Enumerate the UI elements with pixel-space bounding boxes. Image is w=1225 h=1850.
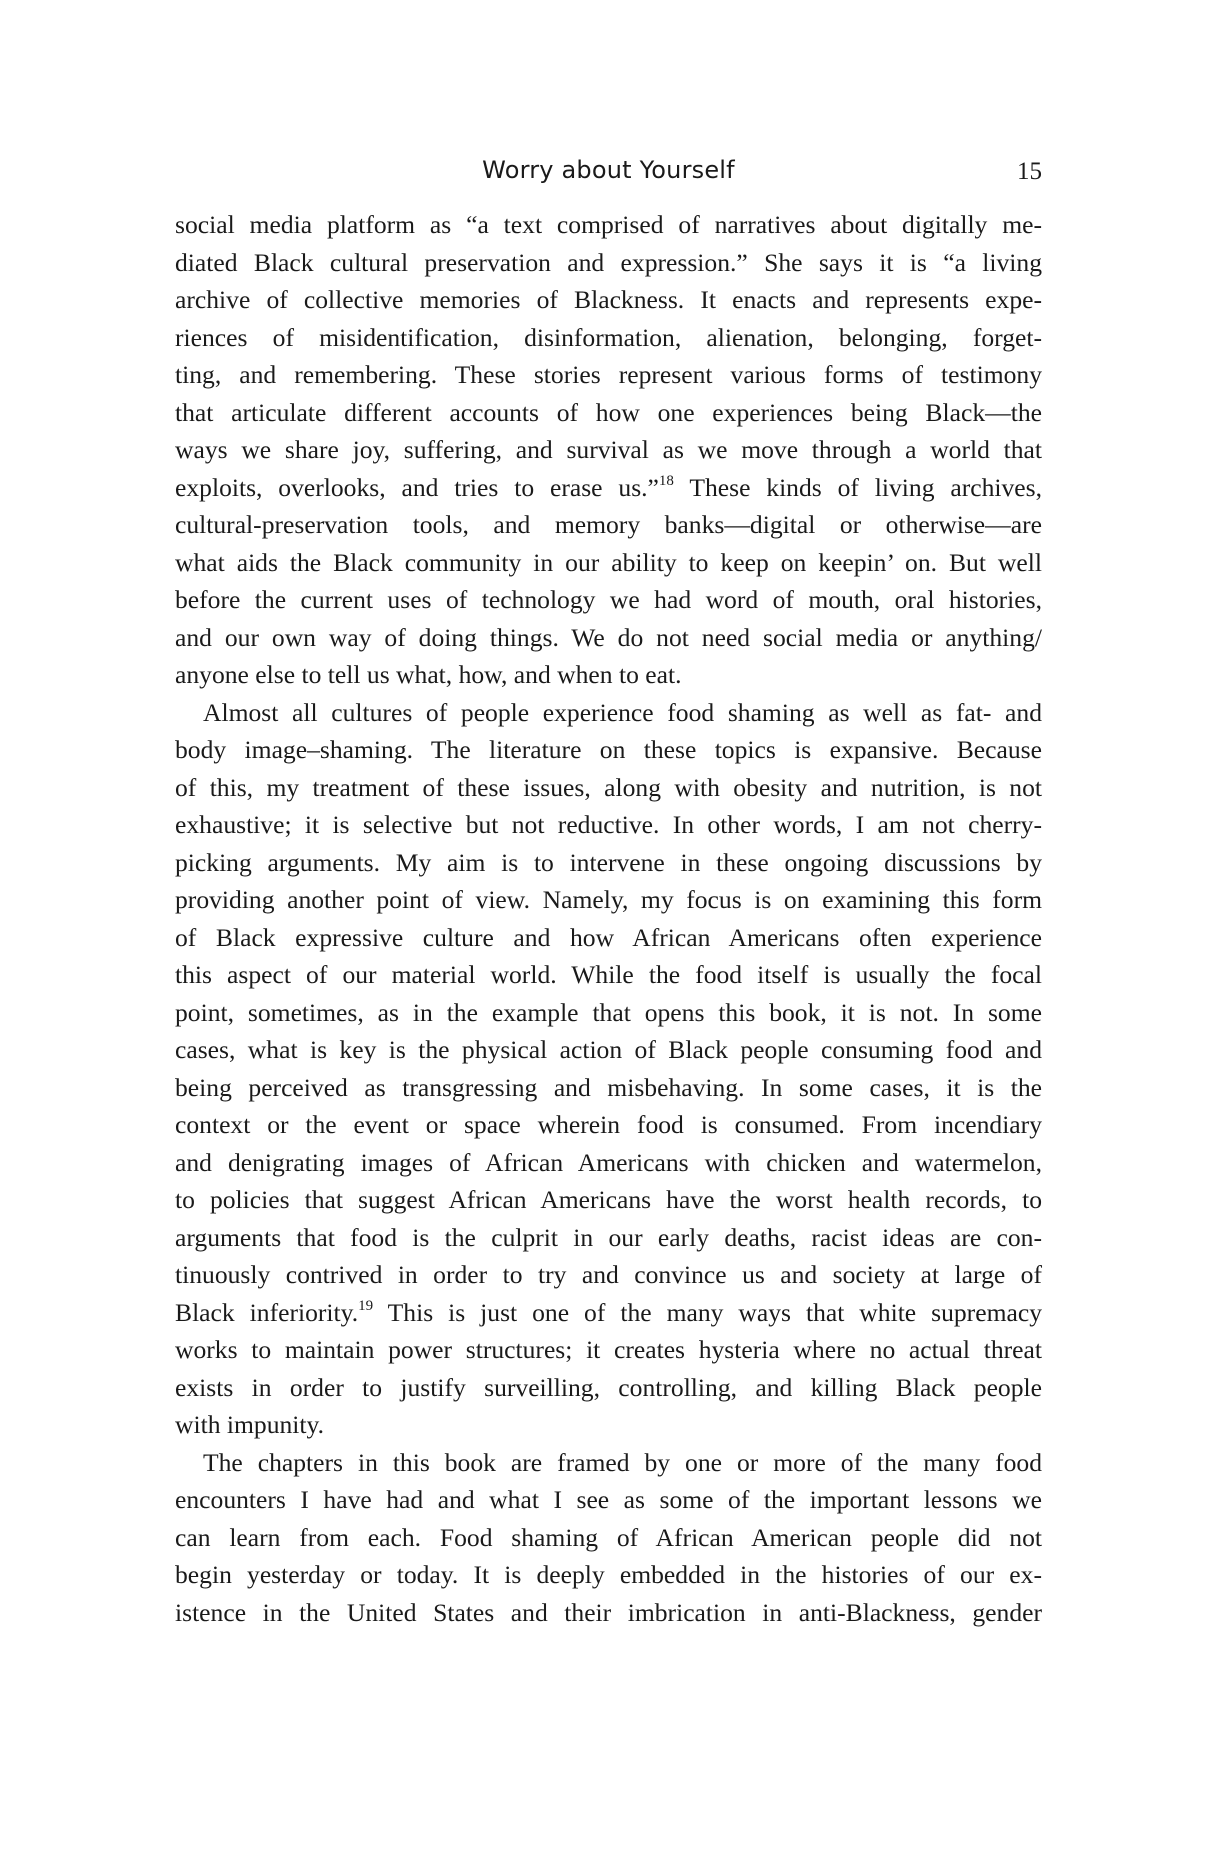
line-text-tail: This is just one of the many ways that white supremacy xyxy=(373,1297,1042,1327)
text-line: of this, my treatment of these issues, along with obesity and nutrition, is not xyxy=(175,772,1042,802)
text-line: this aspect of our material world. While the food itself is usually the focal xyxy=(175,960,1042,989)
text-line: before the current uses of technology we had word of mouth, oral histories, xyxy=(175,585,1042,614)
text-line: point, sometimes, as in the example that opens this book, it is not. In some xyxy=(175,997,1042,1027)
text-line: and our own way of doing things. We do not need social media or anything/ xyxy=(175,622,1042,652)
text-line: works to maintain power structures; it creates hysteria where no actual threat xyxy=(175,1335,1042,1364)
text-line: to policies that suggest African Americans have the worst health records, to xyxy=(175,1185,1042,1214)
text-line: encounters I have had and what I see as some of the important lessons we xyxy=(175,1485,1042,1514)
paragraph-1 xyxy=(175,206,1042,694)
text-line: exists in order to justify surveilling, controlling, and killing Black people xyxy=(175,1372,1042,1402)
text-line: being perceived as transgressing and misbehaving. In some cases, it is the xyxy=(175,1072,1042,1102)
body-text xyxy=(175,206,1042,1631)
text-line: body image–shaming. The literature on these topics is expansive. Because xyxy=(175,735,1042,764)
text-line: cultural-preservation tools, and memory banks—digital or otherwise—are xyxy=(175,510,1042,539)
text-line: with impunity. xyxy=(175,1410,325,1439)
paragraph-3 xyxy=(175,1444,1042,1632)
text-line: can learn from each. Food shaming of African American people did not xyxy=(175,1522,1042,1552)
text-line: of Black expressive culture and how African Americans often experience xyxy=(175,922,1042,952)
text-line: exhaustive; it is selective but not reductive. In other words, I am not cherry- xyxy=(175,810,1042,839)
text-line: riences of misidentification, disinformation, alienation, belonging, forget- xyxy=(175,322,1042,352)
text-line: Almost all cultures of people experience food shaming as well as fat- and xyxy=(203,697,1042,727)
line-text-tail: These kinds of living archives, xyxy=(673,472,1043,502)
text-line: and denigrating images of African Americans with chicken and watermelon, xyxy=(175,1147,1042,1177)
text-line: picking arguments. My aim is to intervene in these ongoing discussions by xyxy=(175,847,1042,877)
text-line: istence in the United States and their imbrication in anti-Blackness, gender xyxy=(175,1597,1042,1627)
text-line: that articulate different accounts of how one experiences being Black—the xyxy=(175,397,1042,427)
text-line-with-note xyxy=(175,1294,1042,1332)
text-line-with-note xyxy=(175,469,1042,507)
text-line: ting, and remembering. These stories represent various forms of testimony xyxy=(175,360,1042,389)
text-line: tinuously contrived in order to try and convince us and society at large of xyxy=(175,1260,1042,1289)
text-line: ways we share joy, suffering, and survival as we move through a world that xyxy=(175,435,1042,464)
paragraph-2 xyxy=(175,694,1042,1444)
running-head: Worry about Yourself xyxy=(482,156,735,184)
text-line: context or the event or space wherein food is consumed. From incendiary xyxy=(175,1110,1042,1139)
footnote-ref[interactable]: 19 xyxy=(358,1297,374,1314)
page-header xyxy=(175,150,1042,190)
text-line: what aids the Black community in our ability to keep on keepin’ on. But well xyxy=(175,547,1042,577)
text-line: The chapters in this book are framed by one or more of the many food xyxy=(203,1447,1042,1477)
line-text: Black inferiority. xyxy=(175,1297,359,1327)
text-line: archive of collective memories of Blackness. It enacts and represents expe- xyxy=(175,285,1042,314)
page-number: 15 xyxy=(1017,158,1042,185)
text-line: arguments that food is the culprit in our early deaths, racist ideas are con- xyxy=(175,1222,1042,1252)
text-line: social media platform as “a text comprised of narratives about digitally me- xyxy=(175,210,1042,239)
text-line: begin yesterday or today. It is deeply embedded in the histories of our ex- xyxy=(175,1560,1042,1589)
text-line: providing another point of view. Namely, my focus is on examining this form xyxy=(175,885,1042,914)
text-line: anyone else to tell us what, how, and when to eat. xyxy=(175,660,682,689)
text-line: diated Black cultural preservation and expression.” She says it is “a living xyxy=(175,247,1042,277)
text-line: cases, what is key is the physical action of Black people consuming food and xyxy=(175,1035,1042,1064)
line-text: exploits, overlooks, and tries to erase us.” xyxy=(175,472,659,502)
footnote-ref[interactable]: 18 xyxy=(658,472,674,489)
